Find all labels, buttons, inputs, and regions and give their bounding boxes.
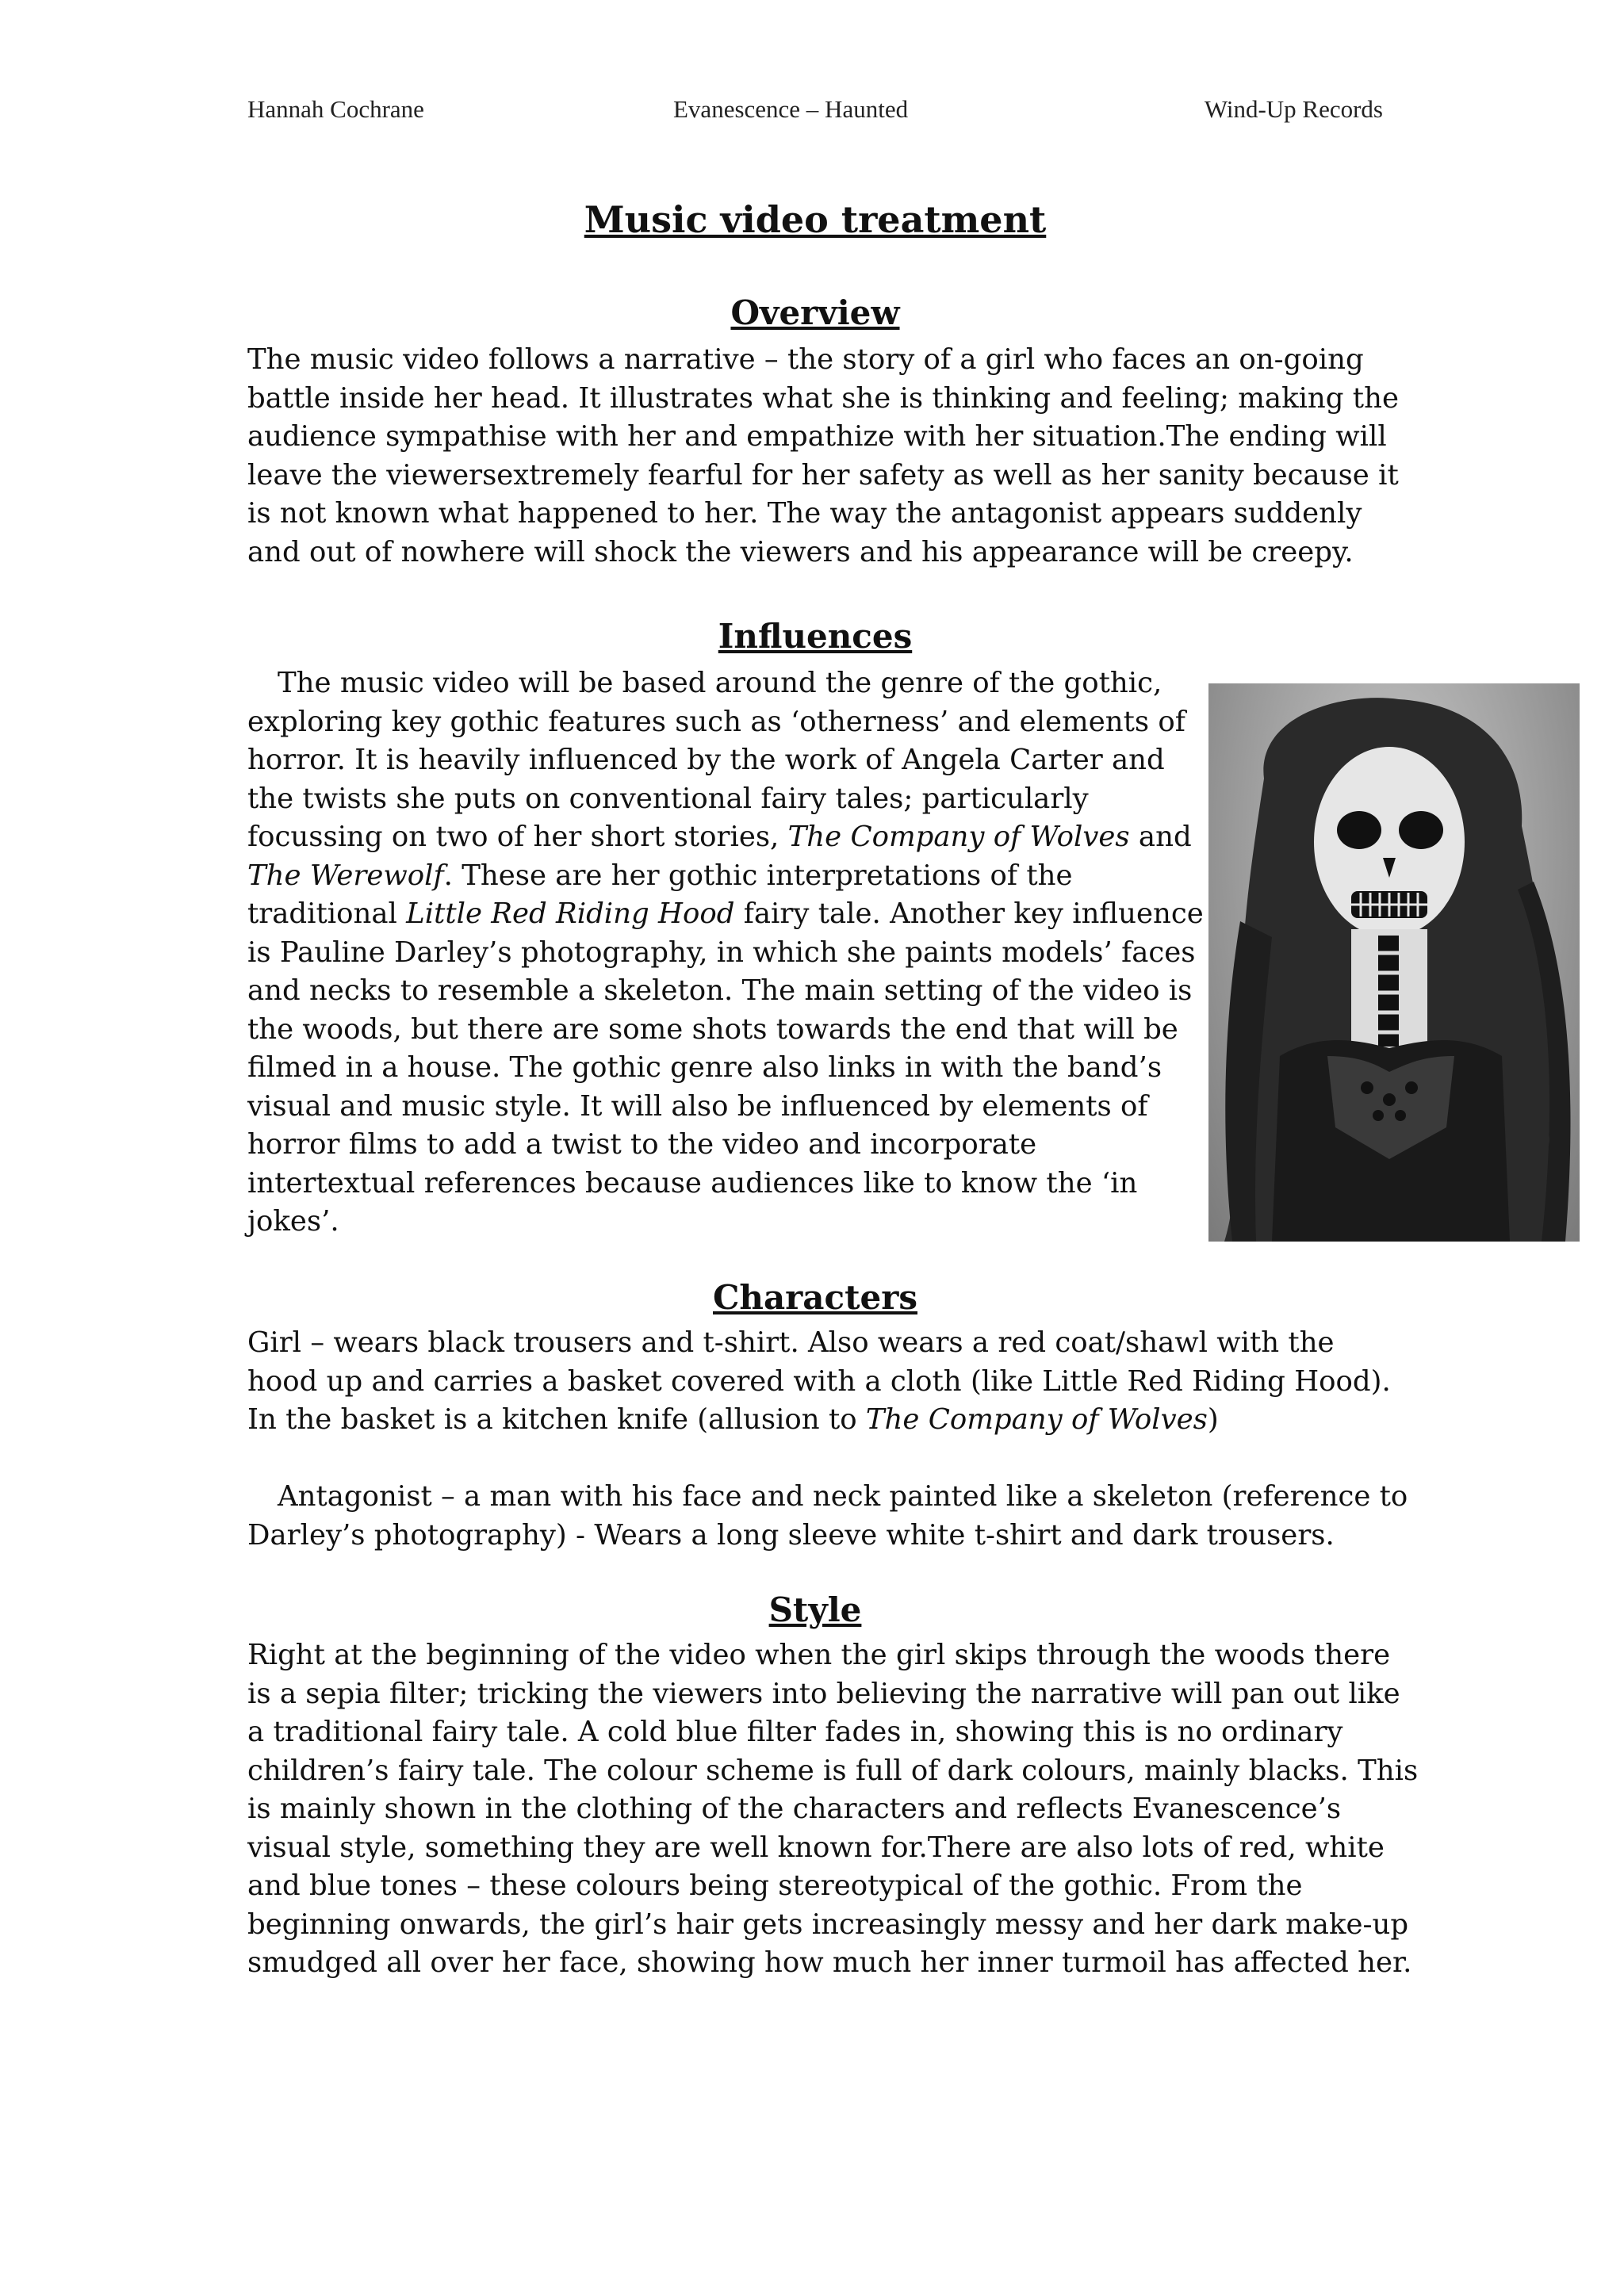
influences-line: intertextual references because audiences like to know the ‘in xyxy=(247,1166,1138,1200)
overview-line: leave the viewersextremely fearful for her safety as well as her sanity because it xyxy=(247,458,1399,492)
blank-line xyxy=(247,1440,1408,1479)
overview-paragraph xyxy=(247,341,1399,572)
influences-line: exploring key gothic features such as ‘otherness’ and elements of xyxy=(247,705,1185,738)
style-line: children’s fairy tale. The colour scheme is full of dark colours, mainly blacks. This xyxy=(247,1754,1419,1787)
characters-line xyxy=(247,1401,1408,1440)
influences-line: jokes’. xyxy=(247,1205,339,1238)
influences-line: is Pauline Darley’s photography, in which she paints models’ faces xyxy=(247,936,1196,969)
style-line: smudged all over her face, showing how much her inner turmoil has affected her. xyxy=(247,1946,1412,1979)
style-line: Right at the beginning of the video when the girl skips through the woods there xyxy=(247,1639,1391,1671)
style-paragraph xyxy=(247,1636,1418,1983)
characters-line: Antagonist – a man with his face and neck painted like a skeleton (reference to xyxy=(278,1480,1408,1513)
characters-line: Girl – wears black trousers and t-shirt. Also wears a red coat/shawl with the xyxy=(247,1326,1335,1359)
overview-line: battle inside her head. It illustrates what she is thinking and feeling; making the xyxy=(247,381,1399,415)
overview-heading: Overview xyxy=(730,293,900,332)
influences-line: the woods, but there are some shots towards the end that will be xyxy=(247,1012,1178,1046)
characters-paragraph xyxy=(247,1324,1408,1555)
text-run: ) xyxy=(1207,1403,1219,1436)
text-run: traditional xyxy=(247,897,407,930)
characters-line: hood up and carries a basket covered with a cloth (like Little Red Riding Hood). xyxy=(247,1364,1391,1398)
text-run: . These are her gothic interpretations of the xyxy=(443,859,1073,892)
influences-heading: Influences xyxy=(718,617,913,656)
header-label: Wind-Up Records xyxy=(1204,95,1383,123)
style-line: is a sepia filter; tricking the viewers into believing the narrative will pan out like xyxy=(247,1677,1400,1710)
overview-line: audience sympathise with her and empathize with her situation.The ending will xyxy=(247,420,1387,453)
italic-title: The Werewolf xyxy=(247,859,444,892)
text-run: fairy tale. Another key influence xyxy=(734,897,1204,930)
style-line: beginning onwards, the girl’s hair gets increasingly messy and her dark make-up xyxy=(247,1908,1409,1941)
overview-line: The music video follows a narrative – the story of a girl who faces an on-going xyxy=(247,343,1364,376)
influences-paragraph xyxy=(247,664,1204,1242)
style-heading: Style xyxy=(768,1590,862,1629)
influences-line: visual and music style. It will also be influenced by elements of xyxy=(247,1089,1148,1123)
characters-line: Darley’s photography) - Wears a long sleeve white t-shirt and dark trousers. xyxy=(247,1518,1335,1552)
influences-line: and necks to resemble a skeleton. The main setting of the video is xyxy=(247,974,1193,1007)
overview-line: and out of nowhere will shock the viewers and his appearance will be creepy. xyxy=(247,535,1354,568)
page-title: Music video treatment xyxy=(584,198,1047,241)
skull-makeup-photo xyxy=(1208,683,1580,1242)
style-line: a traditional fairy tale. A cold blue filter fades in, showing this is no ordinary xyxy=(247,1716,1343,1748)
influences-line: horror films to add a twist to the video and incorporate xyxy=(247,1128,1037,1161)
text-run: and xyxy=(1129,821,1192,853)
influences-line: The music video will be based around the genre of the gothic, xyxy=(278,667,1162,699)
italic-title: The Company of Wolves xyxy=(787,821,1130,853)
header-author: Hannah Cochrane xyxy=(247,95,424,123)
style-line: visual style, something they are well known for.There are also lots of red, white xyxy=(247,1831,1385,1864)
influences-line: the twists she puts on conventional fairy tales; particularly xyxy=(247,782,1089,815)
characters-heading: Characters xyxy=(713,1278,917,1317)
italic-title: Little Red Riding Hood xyxy=(406,897,735,930)
overview-line: is not known what happened to her. The way the antagonist appears suddenly xyxy=(247,497,1362,530)
page-header xyxy=(247,95,1383,127)
style-line: is mainly shown in the clothing of the characters and reflects Evanescence’s xyxy=(247,1793,1342,1825)
italic-title: The Company of Wolves xyxy=(865,1403,1208,1436)
text-run: In the basket is a kitchen knife (allusion to xyxy=(247,1403,866,1436)
influences-line: horror. It is heavily influenced by the work of Angela Carter and xyxy=(247,744,1165,776)
text-run: focussing on two of her short stories, xyxy=(247,821,788,853)
header-song: Evanescence – Haunted xyxy=(673,95,909,123)
influences-line xyxy=(247,857,1204,896)
influences-line: filmed in a house. The gothic genre also links in with the band’s xyxy=(247,1051,1162,1084)
influences-line xyxy=(247,895,1204,934)
style-line: and blue tones – these colours being stereotypical of the gothic. From the xyxy=(247,1869,1303,1902)
influences-line xyxy=(247,818,1204,857)
